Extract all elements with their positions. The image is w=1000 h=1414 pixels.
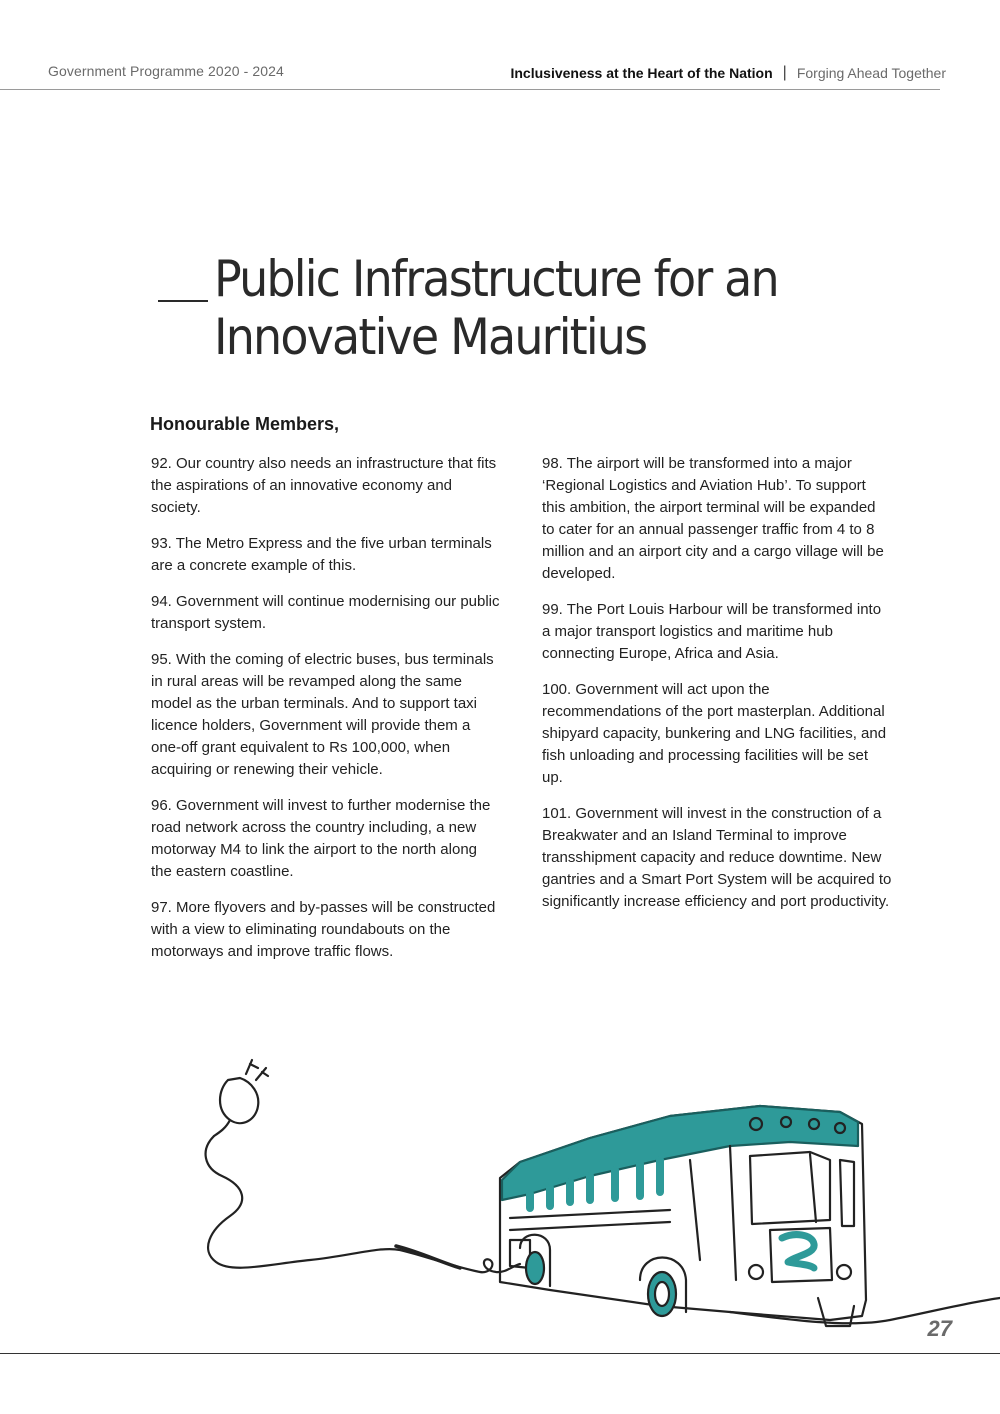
- salutation: Honourable Members,: [150, 414, 340, 434]
- page-title-line-1: Public Infrastructure for an: [214, 250, 778, 308]
- header-left-text: Government Programme 2020 - 2024: [48, 63, 284, 79]
- header-rule: [0, 89, 940, 90]
- paragraph-99: 99. The Port Louis Harbour will be transformed into a major transport logistics and maritime hub connecting Europe, Africa and Asia.: [542, 601, 882, 662]
- paragraph-93: 93. The Metro Express and the five urban terminals are a concrete example of this.: [151, 535, 492, 574]
- right-column: [542, 453, 892, 927]
- header-section-title: Inclusiveness at the Heart of the Nation: [510, 65, 773, 81]
- electric-bus-icon: [500, 1106, 866, 1326]
- page-number: 27: [927, 1316, 952, 1341]
- paragraph-100: 100. Government will act upon the recommendations of the port masterplan. Additional shipyard capacity, bunkering and LNG facilities, and fish unloading and processing facilities will be set up.: [542, 681, 887, 786]
- footer-rule: [0, 1353, 1000, 1354]
- paragraph-101: 101. Government will invest in the construction of a Breakwater and an Island Terminal to improve transshipment capacity and reduce downtime. New gantries and a Smart Port System will be acquired to significantly increase efficiency and port productivity.: [542, 805, 892, 910]
- paragraph-95: 95. With the coming of electric buses, bus terminals in rural areas will be revamped along the same model as the urban terminals. And to support taxi licence holders, Government will provide them a one-off grant equivalent to Rs 100,000, when acquiring or renewing their vehicle.: [151, 651, 494, 778]
- paragraph-92: 92. Our country also needs an infrastructure that fits the aspirations of an innovative economy and society.: [151, 455, 497, 516]
- title-dash: [158, 300, 208, 302]
- header-separator: |: [782, 64, 787, 81]
- page-title: [214, 250, 876, 366]
- left-column: [151, 453, 501, 977]
- paragraph-94: 94. Government will continue modernising our public transport system.: [151, 593, 500, 632]
- paragraph-98: 98. The airport will be transformed into a major ‘Regional Logistics and Aviation Hub’. To support this ambition, the airport terminal will be expanded to cater for an annual passenger traffic from 4 to 8 million and an airport city and a cargo village will be developed.: [542, 455, 884, 582]
- paragraph-96: 96. Government will invest to further modernise the road network across the country including, a new motorway M4 to link the airport to the north along the eastern coastline.: [151, 797, 491, 880]
- page-title-line-2: Innovative Mauritius: [214, 308, 647, 366]
- header-tagline: Forging Ahead Together: [796, 65, 946, 81]
- bus-illustration: [190, 1050, 1000, 1340]
- paragraph-97: 97. More flyovers and by-passes will be constructed with a view to eliminating roundabouts on the motorways and improve traffic flows.: [151, 899, 496, 960]
- electric-plug-icon: [214, 1060, 268, 1136]
- header-right: [510, 64, 946, 82]
